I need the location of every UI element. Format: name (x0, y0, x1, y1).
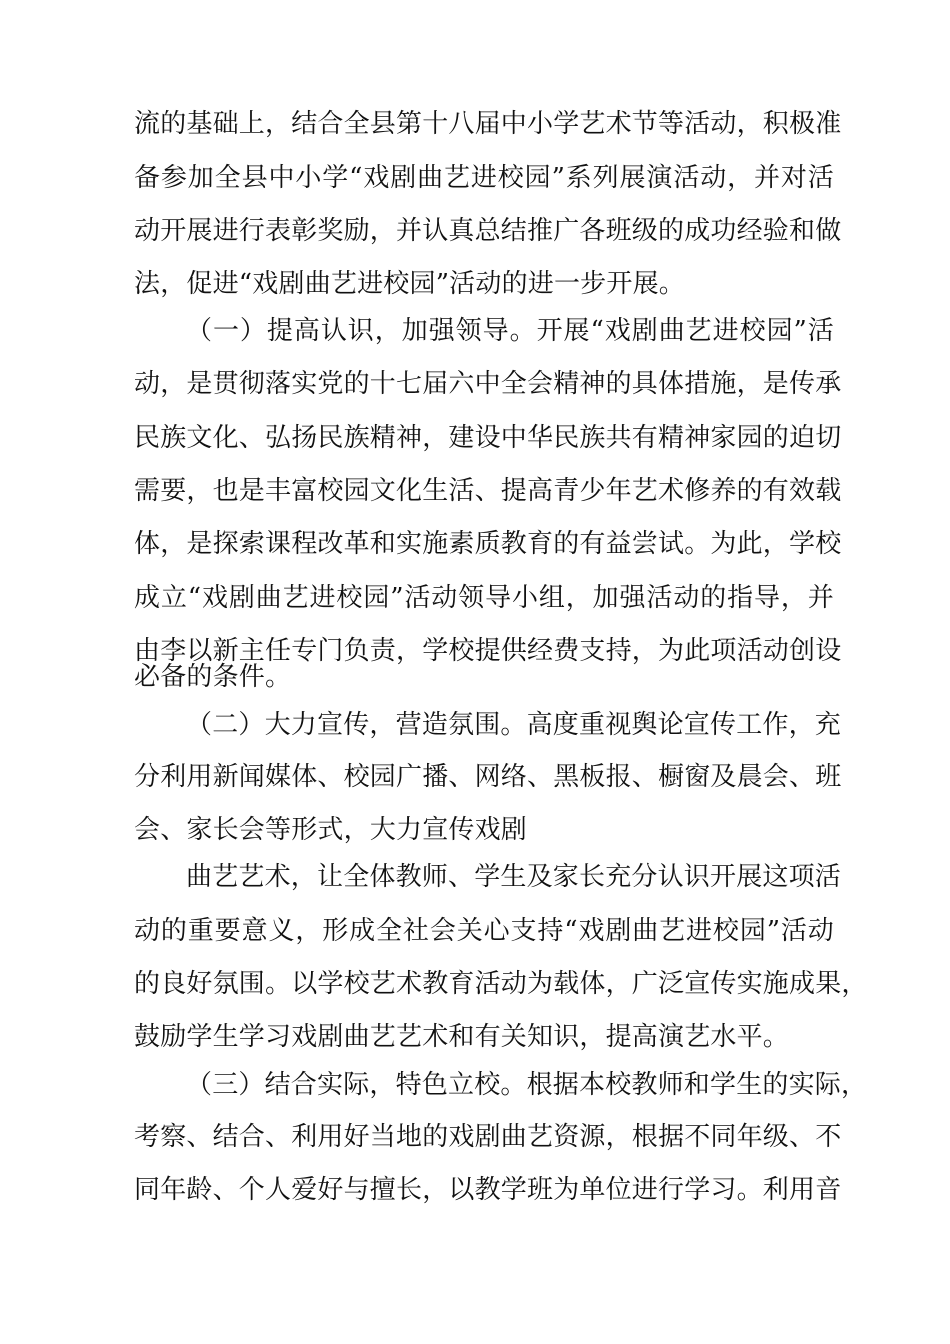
text-line: 成立“戏剧曲艺进校园”活动领导小组，加强活动的指导，并 (134, 583, 834, 613)
text-line: 的良好氛围。以学校艺术教育活动为载体，广泛宣传实施成果， (134, 969, 868, 999)
text-line: （一）提高认识，加强领导。开展“戏剧曲艺进校园”活 (186, 316, 834, 346)
text-line: （三）结合实际，特色立校。根据本校教师和学生的实际， (186, 1070, 868, 1100)
text-line: 体，是探索课程改革和实施素质教育的有益尝试。为此，学校 (134, 529, 842, 559)
text-line: 会、家长会等形式，大力宣传戏剧 (134, 815, 528, 845)
text-line: （二）大力宣传，营造氛围。高度重视舆论宣传工作，充 (186, 710, 842, 740)
text-line: 法，促进“戏剧曲艺进校园”活动的进一步开展。 (134, 269, 685, 299)
text-line: 由李以新主任专门负责，学校提供经费支持，为此项活动创设 (134, 636, 842, 666)
text-line: 动的重要意义，形成全社会关心支持“戏剧曲艺进校园”活动 (134, 916, 834, 946)
text-line: 流的基础上，结合全县第十八届中小学艺术节等活动，积极准 (134, 109, 842, 139)
text-line: 需要，也是丰富校园文化生活、提高青少年艺术修养的有效载 (134, 476, 842, 506)
text-line: 动开展进行表彰奖励，并认真总结推广各班级的成功经验和做 (134, 216, 842, 246)
text-line: 备参加全县中小学“戏剧曲艺进校园”系列展演活动，并对活 (134, 163, 834, 193)
text-line: 动，是贯彻落实党的十七届六中全会精神的具体措施，是传承 (134, 369, 842, 399)
text-line: 鼓励学生学习戏剧曲艺艺术和有关知识，提高演艺水平。 (134, 1022, 790, 1052)
text-line: 必备的条件。 (134, 662, 292, 692)
text-line: 考察、结合、利用好当地的戏剧曲艺资源，根据不同年级、不 (134, 1122, 842, 1152)
text-line: 同年龄、个人爱好与擅长，以教学班为单位进行学习。利用音 (134, 1175, 842, 1205)
text-line: 分利用新闻媒体、校园广播、网络、黑板报、橱窗及晨会、班 (134, 762, 842, 792)
text-line: 民族文化、弘扬民族精神，建设中华民族共有精神家园的迫切 (134, 423, 842, 453)
text-line: 曲艺艺术，让全体教师、学生及家长充分认识开展这项活 (186, 862, 842, 892)
